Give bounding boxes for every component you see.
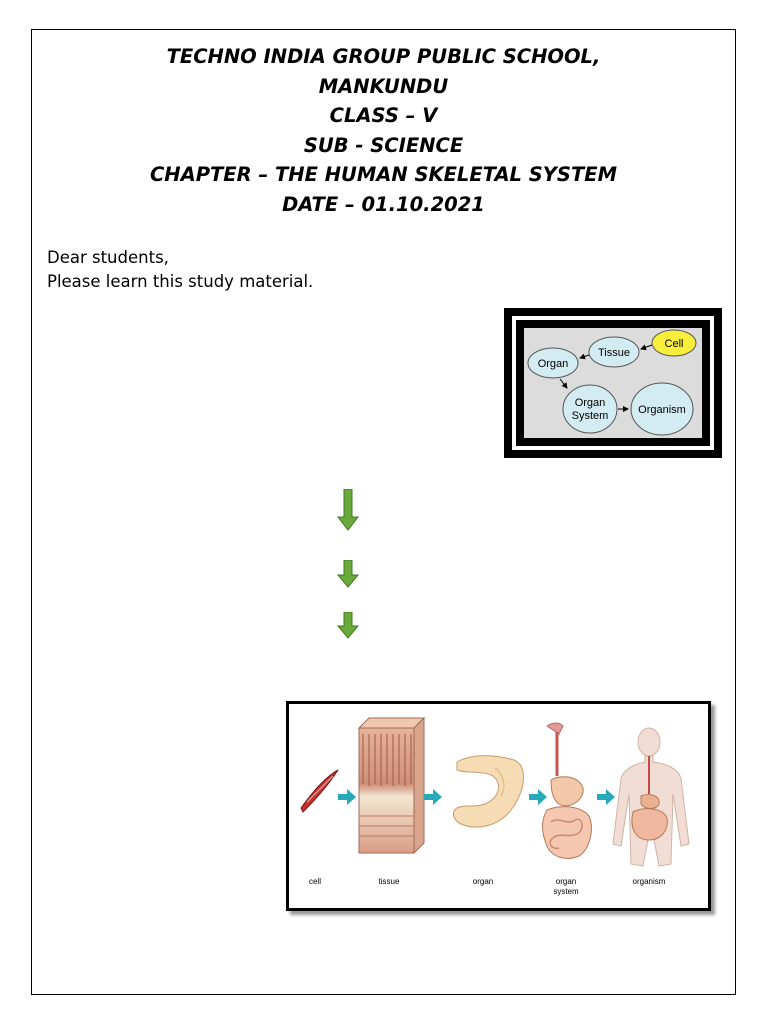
digestive-system-image bbox=[543, 723, 592, 858]
organ-system-label-2: System bbox=[571, 410, 609, 422]
organism-label: Organism bbox=[638, 404, 686, 416]
caption-tissue: tissue bbox=[378, 877, 400, 886]
caption-organism: organism bbox=[632, 877, 666, 886]
school-name: TECHNO INDIA GROUP PUBLIC SCHOOL, bbox=[166, 45, 601, 68]
cell-label: Cell bbox=[664, 338, 684, 350]
document-header bbox=[31, 42, 736, 219]
arrow-cell-tissue bbox=[641, 345, 652, 349]
tissue-image bbox=[359, 718, 424, 853]
caption-organ-system-1: organ bbox=[555, 877, 577, 886]
arrow-cell-to-tissue bbox=[338, 789, 356, 805]
arrow-organ-system bbox=[560, 379, 567, 388]
arrow-tissue-organ bbox=[580, 355, 589, 358]
organ-system-label-1: Organ bbox=[574, 397, 606, 409]
caption-cell: cell bbox=[308, 877, 322, 886]
school-location: MANKUNDU bbox=[318, 74, 449, 98]
levels-of-organisation-figure bbox=[286, 701, 711, 911]
instruction: Please learn this study material. bbox=[47, 272, 314, 291]
date-label: DATE – 01.10.2021 bbox=[282, 192, 485, 216]
down-arrow-icon bbox=[337, 612, 359, 639]
subject-label: SUB - SCIENCE bbox=[303, 133, 464, 157]
caption-organ: organ bbox=[472, 877, 494, 886]
chapter-title: CHAPTER – THE HUMAN SKELETAL SYSTEM bbox=[149, 163, 618, 186]
tissue-label: Tissue bbox=[598, 347, 630, 359]
organ-system-node bbox=[563, 385, 617, 433]
caption-organ-system-2: system bbox=[553, 887, 579, 896]
down-arrow-icon bbox=[337, 489, 359, 531]
organ-label: Organ bbox=[537, 358, 569, 370]
arrow-organ-to-system bbox=[529, 789, 547, 805]
human-body-image bbox=[613, 728, 689, 866]
arrow-tissue-to-organ bbox=[424, 789, 442, 805]
stomach-organ-image bbox=[454, 756, 524, 827]
greeting: Dear students, bbox=[47, 248, 169, 267]
muscle-cell-image bbox=[301, 770, 338, 812]
down-arrow-icon bbox=[337, 560, 359, 588]
intro-text bbox=[47, 246, 313, 294]
class-label: CLASS – V bbox=[329, 104, 438, 127]
organisation-flow-diagram bbox=[504, 308, 722, 458]
arrow-system-to-organism bbox=[597, 789, 615, 805]
